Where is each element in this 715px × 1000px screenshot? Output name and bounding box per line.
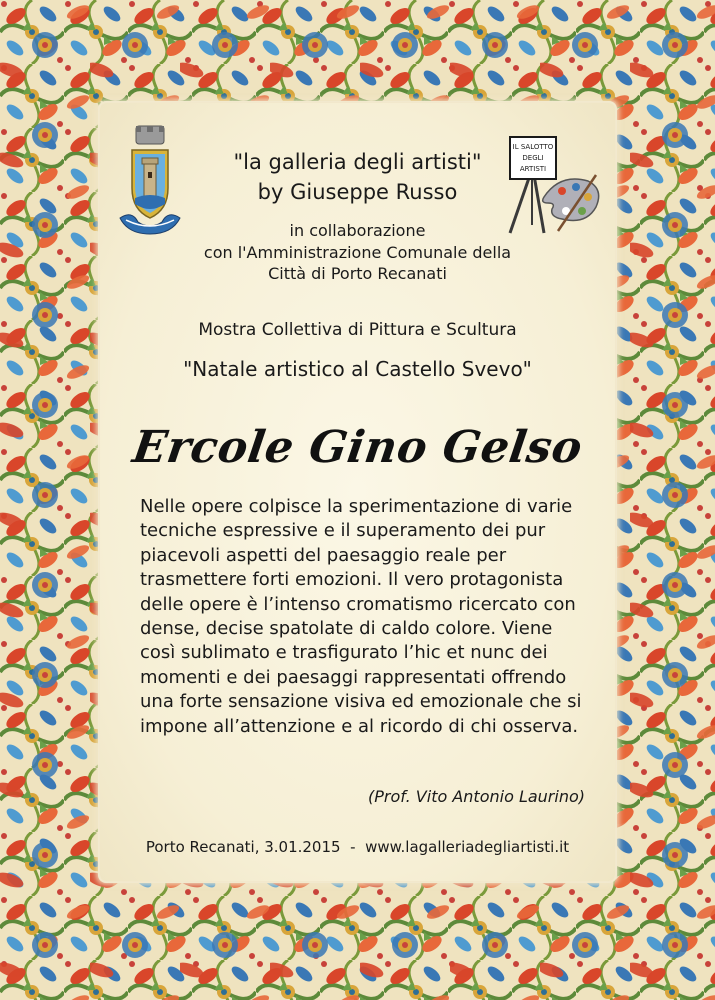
critic-signature: (Prof. Vito Antonio Laurino)	[368, 787, 585, 806]
easel-sign-line-3: ARTISTI	[519, 165, 547, 173]
footer: Porto Recanati, 3.01.2015 - www.lagalleriadegliartisti.it	[145, 838, 570, 856]
collaboration-line-3: Città di Porto Recanati	[268, 264, 447, 283]
artist-name: Ercole Gino Gelso	[129, 422, 586, 473]
footer-website: www.lagalleriadegliartisti.it	[365, 838, 570, 856]
collaboration-line-1: in collaborazione	[289, 221, 426, 240]
collaboration-line-2: con l'Amministrazione Comunale della	[203, 243, 512, 262]
exhibition-type: Mostra Collettiva di Pittura e Scultura	[198, 320, 517, 340]
easel-sign-line-2: DEGLI	[522, 154, 544, 162]
footer-place-date: Porto Recanati, 3.01.2015	[145, 838, 341, 856]
gallery-title: "la galleria degli artisti"	[233, 150, 482, 174]
critique-paragraph: Nelle opere colpisce la sperimentazione di varie tecniche espressive e il superamento dei pur piacevoli aspetti del paesaggio reale per trasmettere forti emozioni. Il vero protagonista delle opere è l’intenso cromatismo ricercato con dense, decise spatolate di caldo colore. Viene così sublimato e trasfigurato l’hic et nunc dei momenti e dei paesaggi rappresentati offrendo una forte sensazione visiva ed emozionale che si impone all’attenzione e al ricordo di chi osserva.	[140, 496, 582, 737]
exhibition-title: "Natale artistico al Castello Svevo"	[183, 357, 532, 381]
gallery-byline: by Giuseppe Russo	[257, 180, 458, 204]
easel-sign-line-1: IL SALOTTO	[512, 143, 554, 151]
